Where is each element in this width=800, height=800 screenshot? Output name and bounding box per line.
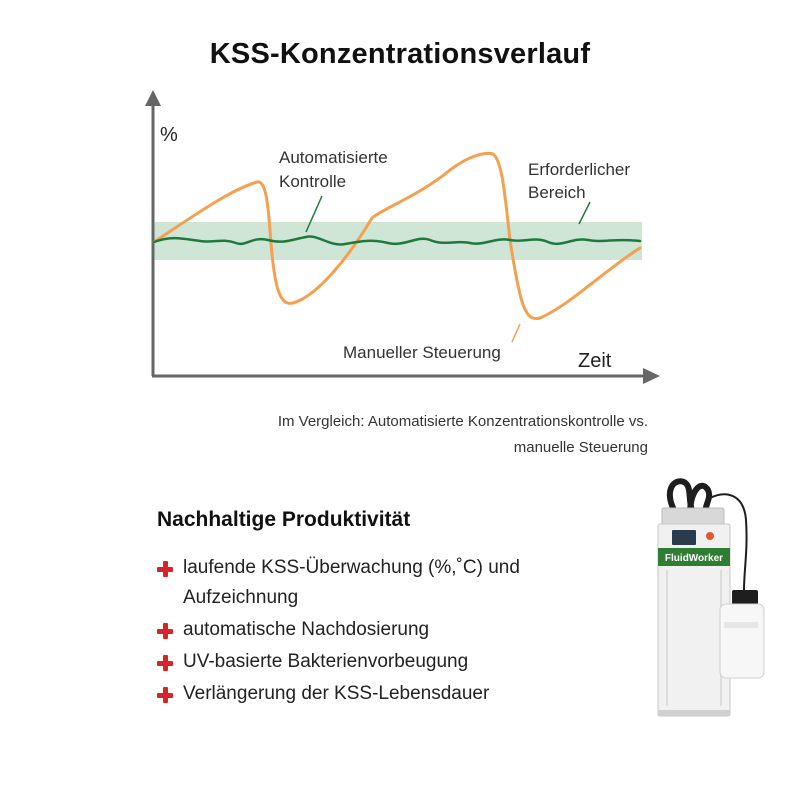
manual-label-pointer (512, 324, 520, 342)
device-brand-label: FluidWorker (664, 553, 724, 564)
feature-text: UV-basierte Bakterienvorbeugung (183, 651, 469, 672)
feature-item (155, 679, 615, 709)
caption-line-1: Im Vergleich: Automatisierte Konzentrationskontrolle vs. (277, 413, 648, 430)
feature-text: automatische Nachdosierung (183, 619, 430, 640)
feature-text: laufende KSS-Überwachung (%,˚C) und (183, 557, 520, 578)
feature-text: Verlängerung der KSS-Lebensdauer (183, 683, 490, 704)
feature-list (155, 553, 615, 711)
red-plus-icon (157, 623, 173, 639)
caption-line-2: manuelle Steuerung (513, 439, 648, 456)
y-axis-arrow (145, 90, 161, 106)
required-range-label: Erforderlicher (528, 160, 631, 179)
red-plus-icon (157, 561, 173, 577)
x-axis-arrow (643, 368, 660, 384)
feature-text-continued: Aufzeichnung (183, 587, 299, 608)
feature-item (155, 647, 615, 677)
fluidworker-device-icon (636, 470, 766, 720)
required-label-pointer (579, 202, 590, 224)
required-range-label-line2: Bereich (528, 183, 586, 202)
feature-item (155, 615, 615, 645)
chart-caption (150, 409, 648, 461)
section-title: Nachhaltige Produktivität (157, 508, 411, 531)
red-plus-icon (157, 655, 173, 671)
page-title: KSS-Konzentrationsverlauf (209, 38, 591, 70)
x-axis-label: Zeit (578, 350, 612, 372)
feature-item (155, 553, 615, 613)
automatic-control-label-line2: Kontrolle (279, 172, 347, 191)
red-plus-icon (157, 687, 173, 703)
manual-control-label: Manueller Steuerung (343, 343, 501, 362)
y-axis-label: % (160, 124, 178, 146)
automatic-control-label: Automatisierte (279, 148, 388, 167)
